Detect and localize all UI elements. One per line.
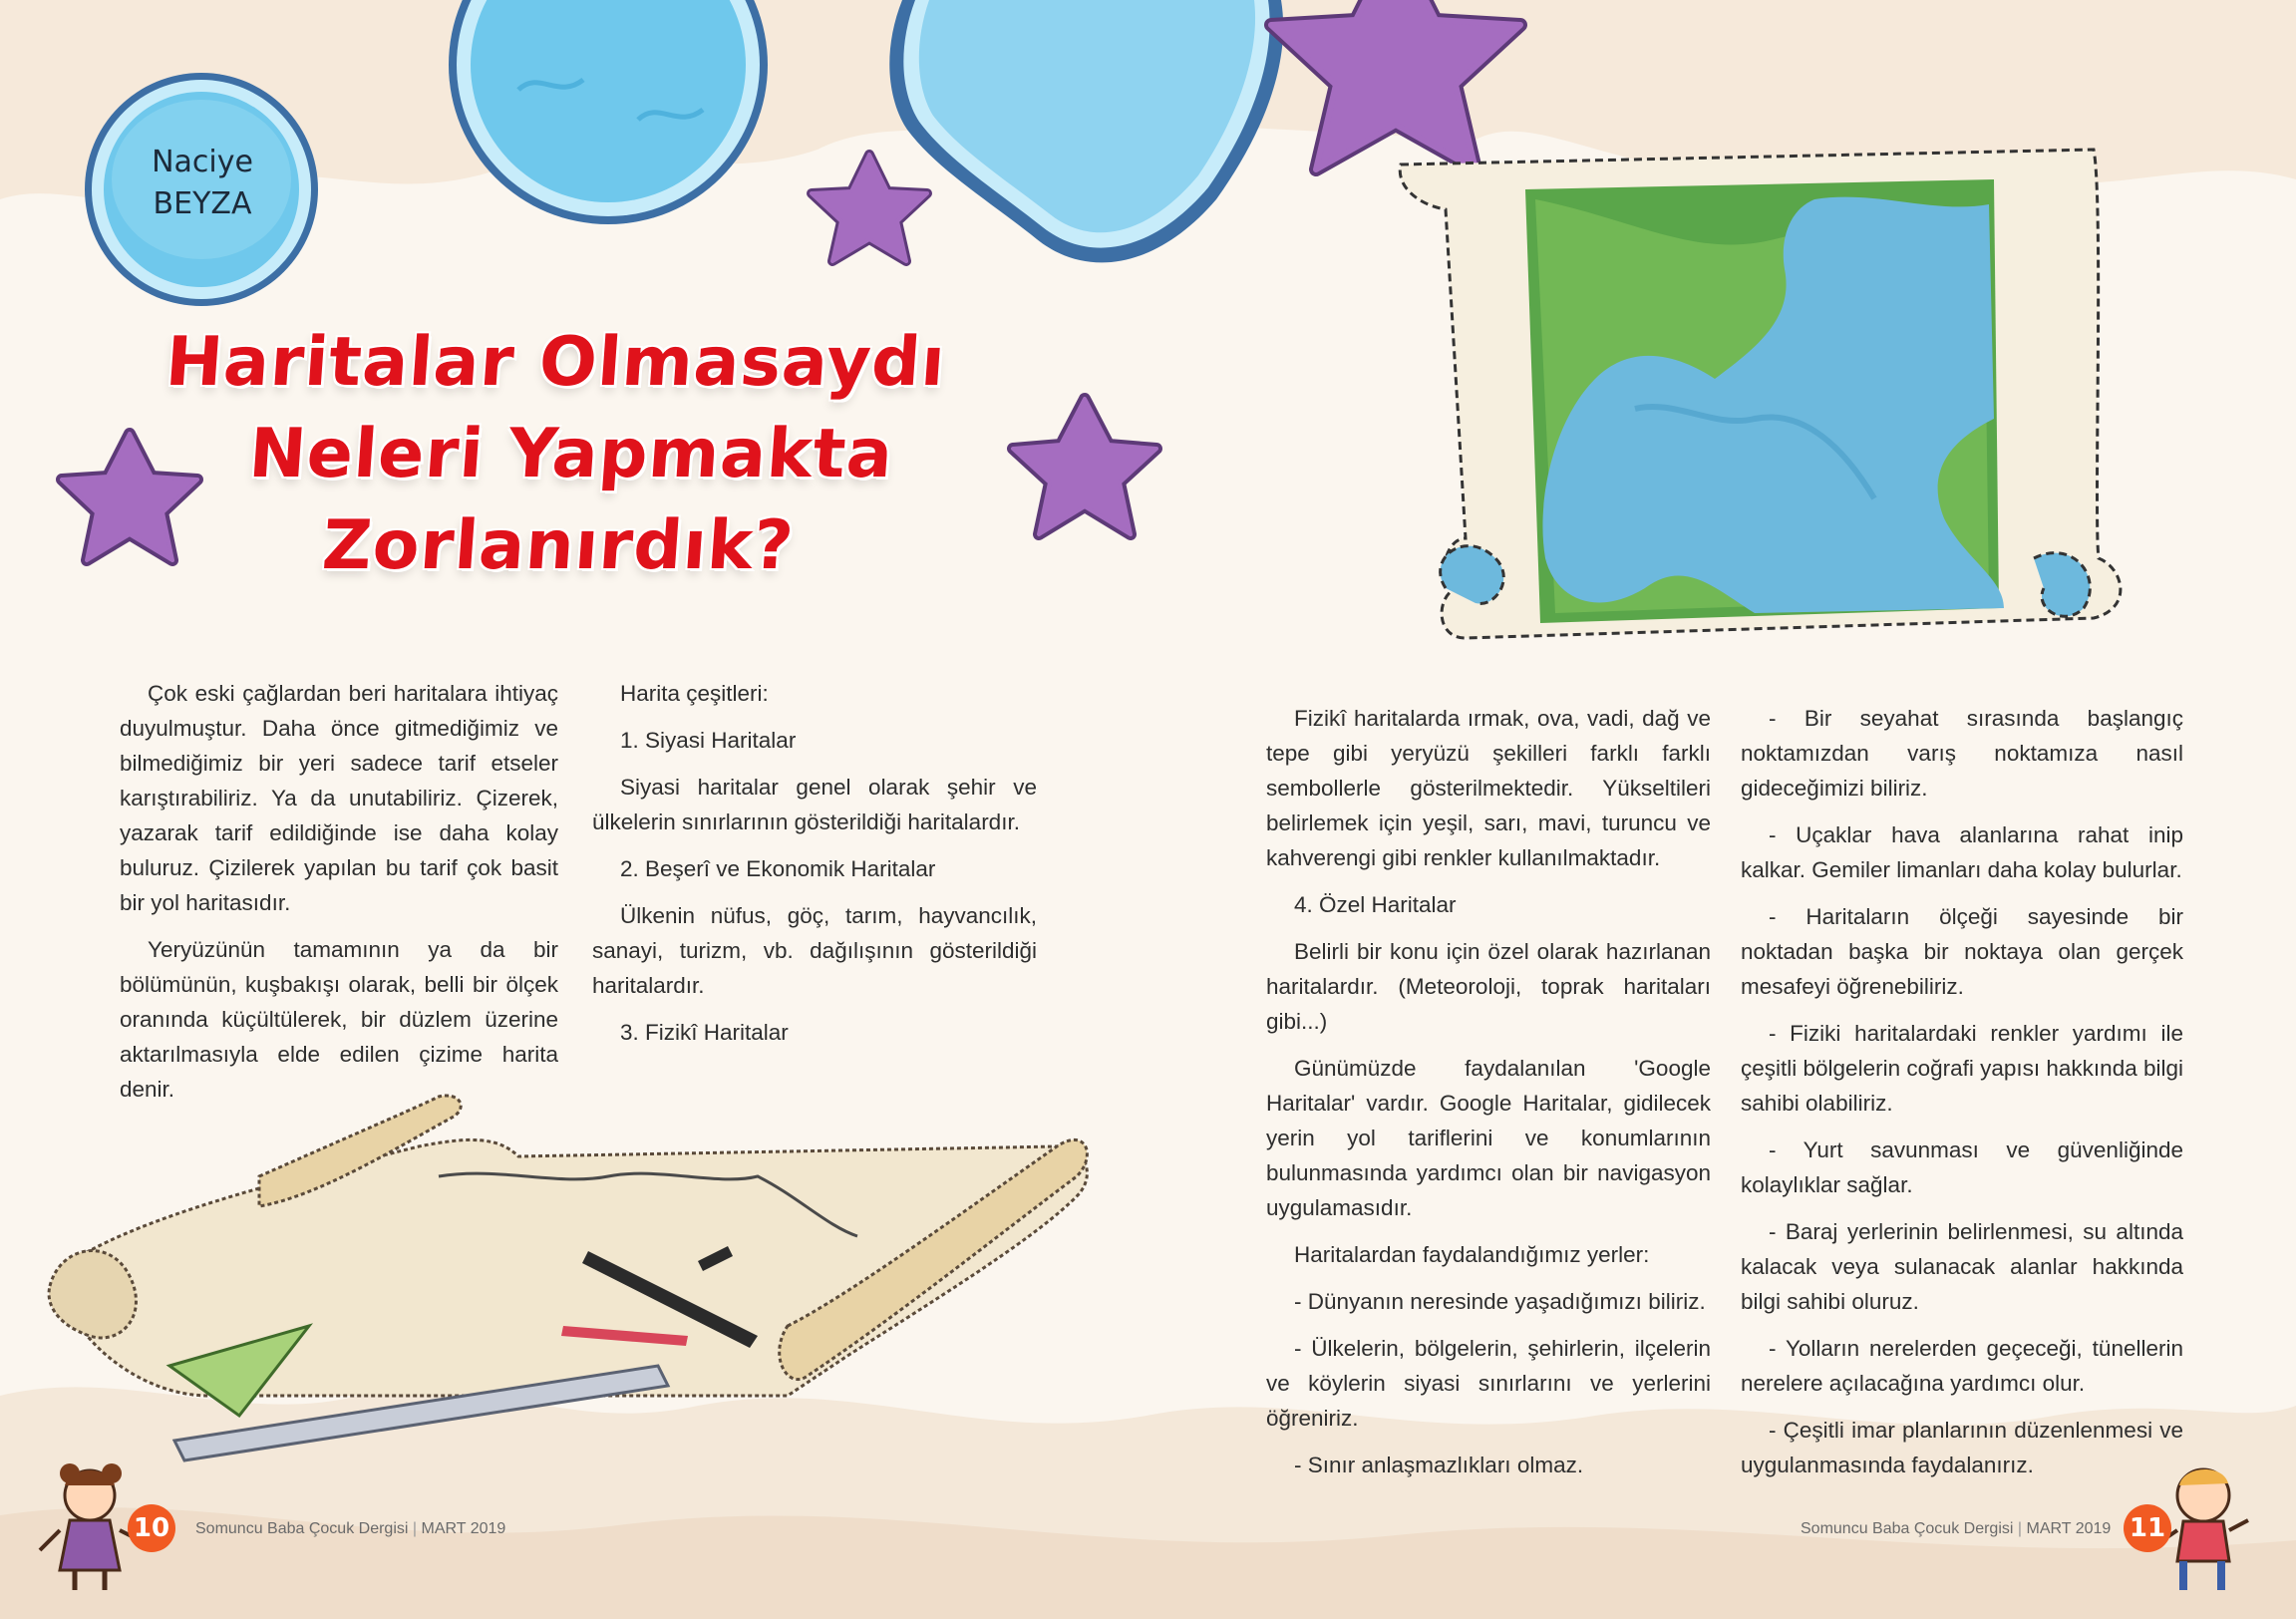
page-number-left: 10 bbox=[128, 1504, 175, 1552]
girl-character bbox=[40, 1463, 140, 1590]
paragraph: Günümüzde faydalanılan 'Google Haritalar' vardır. Google Haritalar, gidilecek yerin yol tariflerini ve konumlarının bulunmasında yardımcı olan bir navigasyon uygulamasıdır. bbox=[1266, 1056, 1711, 1220]
title-line-2: Neleri Yapmakta bbox=[246, 415, 896, 493]
list-item: - Sınır anlaşmazlıkları olmaz. bbox=[1294, 1453, 1584, 1477]
paragraph: Haritalardan faydalandığımız yerler: bbox=[1294, 1242, 1650, 1267]
title-line-3: Zorlanırdık? bbox=[319, 506, 798, 585]
page-title bbox=[140, 317, 1056, 592]
paragraph: Fizikî haritalarda ırmak, ova, vadi, dağ ve tepe gibi yeryüzü şekilleri farklı farklı sembollerle gösterilmektedir. Yükseltileri belirlemek için yeşil, sarı, mavi, turuncu ve kahverengi gibi renkler kullanılmaktadır. bbox=[1266, 706, 1711, 870]
text-column-1 bbox=[120, 676, 558, 1119]
paragraph: Siyasi haritalar genel olarak şehir ve ülkelerin sınırlarının gösterildiği haritalardır. bbox=[592, 775, 1037, 834]
magazine-name: Somuncu Baba Çocuk Dergisi bbox=[1801, 1520, 2014, 1537]
author-badge bbox=[108, 94, 297, 273]
text-column-2 bbox=[592, 676, 1037, 1062]
list-item: - Çeşitli imar planlarının düzenlenmesi ve uygulanmasında faydalanırız. bbox=[1741, 1418, 2183, 1477]
section-heading: 4. Özel Haritalar bbox=[1294, 892, 1457, 917]
section-heading: 1. Siyasi Haritalar bbox=[620, 728, 797, 753]
author-first-name: Naciye bbox=[152, 145, 253, 179]
list-item: - Yolların nerelerden geçeceği, tünellerin nerelere açılacağına yardımcı olur. bbox=[1741, 1336, 2183, 1396]
footer-separator: | bbox=[2017, 1520, 2023, 1537]
list-item: - Fiziki haritalardaki renkler yardımı ile çeşitli bölgelerin coğrafi yapısı hakkında bilgi sahibi olabiliriz. bbox=[1741, 1021, 2183, 1116]
list-item: - Ülkelerin, bölgelerin, şehirlerin, ilçelerin ve köylerin siyasi sınırlarını ve yerlerini öğreniriz. bbox=[1266, 1336, 1711, 1431]
paragraph: Yeryüzünün tamamının ya da bir bölümünün, kuşbakışı olarak, belli bir ölçek oranında küçültülerek, bir düzlem üzerine aktarılmasıyla elde edilen çizime harita denir. bbox=[120, 937, 558, 1102]
paragraph: Ülkenin nüfus, göç, tarım, hayvancılık, sanayi, turizm, vb. dağılışının gösterildiği haritalardır. bbox=[592, 903, 1037, 998]
paragraph: Çok eski çağlardan beri haritalara ihtiyaç duyulmuştur. Daha önce gitmediğimiz ve bilmediğimiz bir yeri sadece tarif etseler karıştırabiliriz. Ya da unutabiliriz. Çizerek, yazarak tarif edildiğinde ise daha kolay buluruz. Çizilerek yapılan bu tarif çok basit bir yol haritasıdır. bbox=[120, 681, 558, 915]
section-heading: 2. Beşerî ve Ekonomik Haritalar bbox=[620, 856, 936, 881]
author-last-name: BEYZA bbox=[153, 186, 252, 221]
list-item: - Haritaların ölçeği sayesinde bir noktadan başka bir noktaya olan gerçek mesafeyi öğrenebiliriz. bbox=[1741, 904, 2183, 999]
footer-separator: | bbox=[412, 1520, 418, 1537]
list-item: - Uçaklar hava alanlarına rahat inip kalkar. Gemiler limanları daha kolay bulurlar. bbox=[1741, 822, 2183, 882]
paragraph: Belirli bir konu için özel olarak hazırlanan haritalardır. (Meteoroloji, toprak haritaları gibi...) bbox=[1266, 939, 1711, 1034]
section-heading: 3. Fizikî Haritalar bbox=[620, 1020, 789, 1045]
page-number-right: 11 bbox=[2124, 1504, 2171, 1552]
title-line-1: Haritalar Olmasaydı bbox=[163, 323, 949, 402]
footer-left bbox=[195, 1520, 505, 1538]
magazine-name: Somuncu Baba Çocuk Dergisi bbox=[195, 1520, 409, 1537]
section-heading: Harita çeşitleri: bbox=[620, 681, 769, 706]
list-item: - Dünyanın neresinde yaşadığımızı biliriz. bbox=[1294, 1289, 1706, 1314]
text-column-3 bbox=[1266, 701, 1711, 1494]
issue-date: MART 2019 bbox=[2026, 1520, 2112, 1537]
list-item: - Yurt savunması ve güvenliğinde kolaylıklar sağlar. bbox=[1741, 1137, 2183, 1197]
footer-right bbox=[1801, 1520, 2111, 1538]
list-item: - Bir seyahat sırasında başlangıç noktamızdan varış noktamıza nasıl gideceğimizi biliriz. bbox=[1741, 706, 2183, 801]
list-item: - Baraj yerlerinin belirlenmesi, su altında kalacak veya sulanacak alanlar hakkında bilgi sahibi oluruz. bbox=[1741, 1219, 2183, 1314]
issue-date: MART 2019 bbox=[421, 1520, 506, 1537]
text-column-4 bbox=[1741, 701, 2183, 1494]
